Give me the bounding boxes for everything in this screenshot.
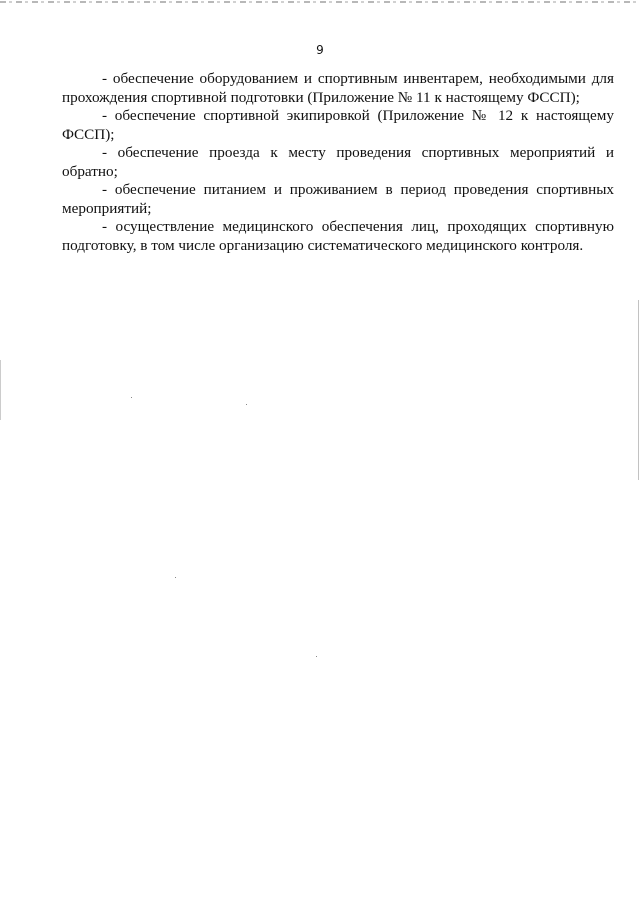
scan-speck <box>246 404 247 405</box>
document-body <box>62 70 614 255</box>
list-item-food-lodging: - обеспечение питанием и проживанием в период проведения спортивных мероприятий; <box>62 181 614 217</box>
list-item-equipment: - обеспечение оборудованием и спортивным инвентарем, необходимыми для прохождения спортивной подготовки (Приложение № 11 к настоящему ФССП); <box>62 70 614 106</box>
scan-speck <box>131 397 132 398</box>
list-item-outfit: - обеспечение спортивной экипировкой (Приложение № 12 к настоящему ФССП); <box>62 107 614 143</box>
page-number: 9 <box>316 43 324 57</box>
list-item-travel: - обеспечение проезда к месту проведения спортивных мероприятий и обратно; <box>62 144 614 180</box>
scan-speck <box>175 577 176 578</box>
scan-artifact-left-edge <box>0 360 1 420</box>
scan-artifact-top-edge <box>0 1 640 3</box>
scan-speck <box>316 656 317 657</box>
list-item-medical: - осуществление медицинского обеспечения лиц, проходящих спортивную подготовку, в том числе организацию систематического медицинского контроля. <box>62 218 614 254</box>
scan-artifact-right-edge <box>638 300 639 480</box>
